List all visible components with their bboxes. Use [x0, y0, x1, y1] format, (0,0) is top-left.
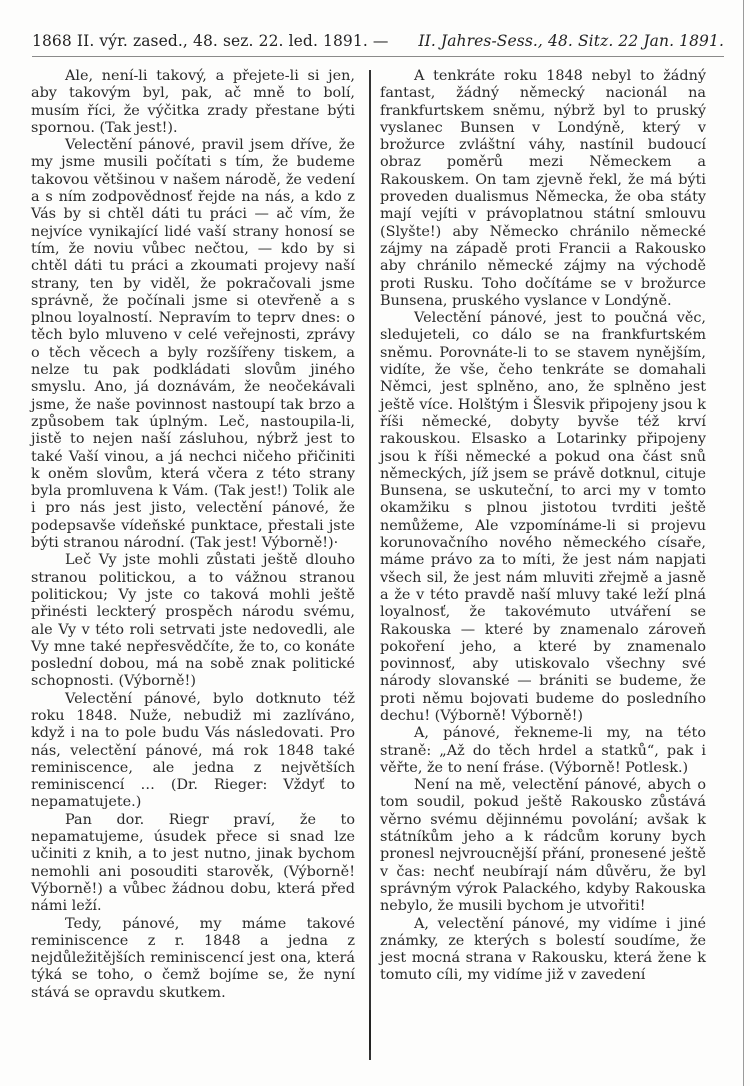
- header-german: II. Jahres-Sess., 48. Sitz. 22 Jan. 1891.: [418, 32, 724, 50]
- paragraph: Pan dor. Riegr praví, že to nepamatujeme, úsudek přece si snad lze učiniti z knih, a to jest nutno, jinak bychom nemohli ani posouditi starověk, (Výborně! Výborně!) a vůbec žádnou dobu, která před námi leží.: [31, 811, 355, 915]
- paragraph: Ale, není-li takový, a přejete-li si jen, aby takovým byl, pak, ač mně to bolí, musím říci, že výčitka zrady přestane býti spornou. (Tak jest!).: [31, 68, 355, 136]
- paragraph: Velectění pánové, bylo dotknuto též roku 1848. Nuže, nebudiž mi zazlíváno, když i na to pole budu Vás následovati. Pro nás, velectění pánové, má rok 1848 také reminiscence, ale jedna z největších reminiscencí … (Dr. Rieger: Vždyť to nepamatujete.): [31, 690, 355, 811]
- paragraph: A tenkráte roku 1848 nebyl to žádný fantast, žádný německý nacionál na frankfurtskem sněmu, nýbrž byl to pruský vyslanec Bunsen v Londýně, který v brožurce zvláštní váhy, nastínil budoucí obraz poměrů mezi Německem a Rakouskem. On tam zjevně řekl, že má býti proveden dualismus Německa, že oba státy mají vejíti v právoplatnou státní smlouvu (Slyšte!) aby Německo chránilo německé zájmy na západě proti Francii a Rakousko aby chránilo německé zájmy na východě proti Rusku. Toho dočítáme se v brožurce Bunsena, pruského vyslance v Londýně.: [380, 68, 706, 309]
- header-czech: 1868 II. výr. zased., 48. sez. 22. led. 1891. —: [32, 32, 389, 50]
- header-rule: [32, 56, 724, 57]
- left-column: [31, 68, 355, 1002]
- running-header: [32, 32, 724, 54]
- paragraph: A, velectění pánové, my vidíme i jiné známky, ze kterých s bolestí soudíme, že jest mocná strana v Rakousku, která žene k tomuto cíli, my vidíme již v zavedení: [380, 915, 706, 984]
- paragraph: Tedy, pánové, my máme takové reminiscence z r. 1848 a jedna z nejdůležitějších reminiscencí jest ona, která týká se toho, o čemž bojíme se, že nyní stává se opravdu skutkem.: [31, 915, 355, 1001]
- paragraph: Není na mě, velectění pánové, abych o tom soudil, pokud ještě Rakousko zůstává věrno svému dějinnému povolání; avšak k státníkům jeho a k rádcům koruny bych pronesl nejvroucnější přání, pronesené ještě v čas: nechť neubírají nám důvěru, že byl správným výrok Palackého, kdyby Rakouska nebylo, že musili bychom je utvořiti!: [380, 777, 706, 915]
- paragraph: A, pánové, řekneme-li my, na této straně: „Až do těch hrdel a statků“, pak i věřte, že to není fráse. (Výborně! Potlesk.): [380, 725, 706, 776]
- paragraph: Velectění pánové, jest to poučná věc, sledujeteli, co dálo se na frankfurtském sněmu. Porovnáte-li to se stavem nynějším, vidíte, že vše, čeho tenkráte se domahali Němci, jest splněno, ano, že splněno jest ještě více. Holštým i Šlesvik připojeny jsou k říši německé, dobyty byvše též krví rakouskou. Elsasko a Lotarinky připojeny jsou k říši německé a pokud ona část snů německých, jíž jsem se právě dotknul, cituje Bunsena, se uskuteční, to arci my v tomto okamžiku s plnou jistotou tvrditi ještě nemůžeme, Ale vzpomínáme-li si projevu korunovačního nového německého císaře, máme právo za to míti, že jest nám napjati všech sil, že jest nám mluviti zřejmě a jasně a že v této pravdě naší mluvy také leží plná loyalnosť, že takovémuto utváření se Rakouska — které by znamenalo zároveň pokoření jeho, a které by znamenalo povinnosť, aby utiskovalo všechny své národy slovanské — brániti se budeme, že proti němu bojovati budeme do posledního dechu! (Výborně! Výborně!): [380, 310, 706, 724]
- column-divider-end: [369, 1010, 372, 1050]
- page-edge-line: [743, 0, 744, 1086]
- right-column: [380, 68, 706, 985]
- column-divider: [369, 70, 371, 1060]
- paragraph: Velectění pánové, pravil jsem dříve, že my jsme musili počítati s tím, že budeme takovou většinou v našem národě, že vedení a s ním zodpovědnosť řejde na nás, a kdo z Vás by si chtěl dáti tu práci — ač vím, že nejvíce vynikající lidé vaší strany honosí se tím, že noviu vůbec nečtou, — kdo by si chtěl dáti tu práci a zkoumati projevy naší strany, ten by viděl, že pokračovali jsme správně, že počínali jsme si otevřeně a s plnou loyalností. Nepravím to teprv dnes: o těch bylo mluveno v celé veřejnosti, zprávy o těch věcech a byly rozšířeny tiskem, a nelze tu pak podkládati slovům jiného smyslu. Ano, já doznávám, že neočekávali jsme, že naše povinnost nastoupí tak brzo a způsobem tak úplným. Leč, nastoupila-li, jistě to nejen naší zásluhou, nýbrž jest to také Vaší vinou, a já nechci ničeho přičiniti k oněm slovům, která včera z této strany byla promluvena k Vám. (Tak jest!) Tolik ale i pro nás jest jisto, velectění pánové, že podepsavše vídeňské punktace, přestali jste býti stranou národní. (Tak jest! Výborně!)·: [31, 137, 355, 552]
- paragraph: Leč Vy jste mohli zůstati ještě dlouho stranou politickou, a to vážnou stranou politickou; Vy jste co taková mohli ještě přinésti leckterý prospěch národu svému, ale Vy v této roli setrvati jste nedovedli, ale Vy mne také nepřesvědčíte, že to, co konáte poslední dobou, má na sobě znak politické schopnosti. (Výborně!): [31, 552, 355, 690]
